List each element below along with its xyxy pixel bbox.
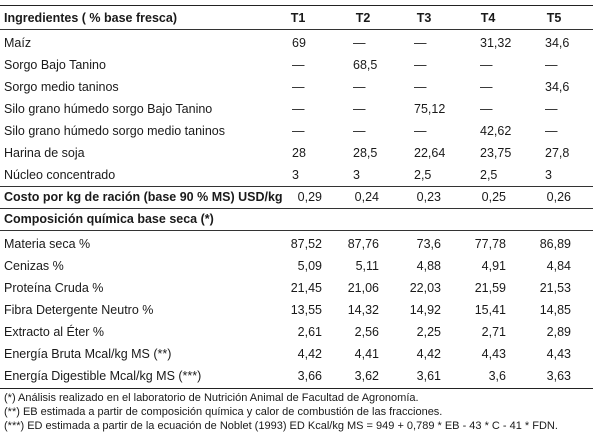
composition-row <box>0 256 600 276</box>
ingredient-label: Harina de soja <box>4 146 85 160</box>
ingredient-row <box>0 121 600 141</box>
composition-row <box>0 234 600 254</box>
composition-label: Fibra Detergente Neutro % <box>4 303 154 317</box>
footnote: (*) Análisis realizado en el laboratorio de Nutrición Animal de Facultad de Agronomía. <box>4 392 419 404</box>
ingredient-row <box>0 33 600 53</box>
ingredient-value-t3: — <box>414 36 427 50</box>
composition-value-t3: 14,92 <box>409 303 441 317</box>
ingredient-label: Silo grano húmedo sorgo Bajo Tanino <box>4 102 213 116</box>
ingredient-value-t3: 75,12 <box>414 102 446 116</box>
composition-header-rule <box>0 230 593 231</box>
ingredient-label: Sorgo Bajo Tanino <box>4 58 106 72</box>
cost-value-t4: 0,25 <box>481 190 506 204</box>
composition-value-t5: 21,53 <box>539 281 571 295</box>
composition-value-t5: 86,89 <box>539 237 571 251</box>
composition-row <box>0 344 600 364</box>
composition-row <box>0 366 600 386</box>
composition-row <box>0 322 600 342</box>
footnote: (***) ED estimada a partir de la ecuación de Noblet (1993) ED Kcal/kg MS = 949 + 0,789 * EB - 43 * C - 41 * FDN. <box>4 420 558 432</box>
ingredient-value-t3: — <box>414 124 427 138</box>
composition-value-t2: 3,62 <box>354 369 379 383</box>
composition-value-t5: 4,84 <box>546 259 571 273</box>
composition-value-t4: 77,78 <box>474 237 506 251</box>
composition-value-t3: 73,6 <box>416 237 441 251</box>
ingredient-row <box>0 77 600 97</box>
ingredient-row <box>0 143 600 163</box>
cost-value-t2: 0,24 <box>354 190 379 204</box>
composition-value-t2: 14,32 <box>347 303 379 317</box>
ingredient-value-t3: — <box>414 58 427 72</box>
composition-value-t1: 21,45 <box>290 281 322 295</box>
ingredient-value-t1: — <box>292 102 305 116</box>
ingredient-row <box>0 165 600 185</box>
composition-value-t5: 4,43 <box>546 347 571 361</box>
cost-label: Costo por kg de ración (base 90 % MS) USD/kg <box>4 190 283 204</box>
composition-title-row <box>0 209 600 229</box>
composition-value-t5: 3,63 <box>546 369 571 383</box>
composition-value-t3: 2,25 <box>416 325 441 339</box>
ingredient-value-t4: 31,32 <box>480 36 512 50</box>
header-col-t5: T5 <box>546 11 562 25</box>
ingredient-value-t3: 2,5 <box>414 168 432 182</box>
composition-value-t4: 3,6 <box>488 369 506 383</box>
composition-value-t3: 22,03 <box>409 281 441 295</box>
composition-value-t3: 3,61 <box>416 369 441 383</box>
ingredient-value-t1: — <box>292 124 305 138</box>
composition-value-t1: 4,42 <box>297 347 322 361</box>
composition-value-t4: 4,91 <box>481 259 506 273</box>
composition-value-t2: 2,56 <box>354 325 379 339</box>
composition-value-t1: 13,55 <box>290 303 322 317</box>
ingredient-value-t4: — <box>480 58 493 72</box>
composition-value-t2: 21,06 <box>347 281 379 295</box>
ingredient-value-t1: — <box>292 80 305 94</box>
composition-title: Composición química base seca (*) <box>4 212 214 226</box>
ingredient-value-t2: 3 <box>353 168 360 182</box>
header-rule <box>0 29 593 30</box>
header-col-t1: T1 <box>290 11 306 25</box>
composition-value-t1: 87,52 <box>290 237 322 251</box>
cost-value-t3: 0,23 <box>416 190 441 204</box>
composition-value-t4: 4,43 <box>481 347 506 361</box>
ingredient-label: Sorgo medio taninos <box>4 80 119 94</box>
composition-value-t1: 3,66 <box>297 369 322 383</box>
header-col-t3: T3 <box>416 11 432 25</box>
composition-label: Energía Bruta Mcal/kg MS (**) <box>4 347 172 361</box>
top-rule <box>0 5 593 6</box>
cost-value-t5: 0,26 <box>546 190 571 204</box>
bottom-rule <box>0 388 593 389</box>
ingredient-value-t2: — <box>353 36 366 50</box>
ingredient-value-t2: 68,5 <box>353 58 378 72</box>
composition-value-t2: 87,76 <box>347 237 379 251</box>
ingredient-value-t5: — <box>545 58 558 72</box>
composition-label: Cenizas % <box>4 259 64 273</box>
composition-value-t5: 2,89 <box>546 325 571 339</box>
ingredient-value-t2: 28,5 <box>353 146 378 160</box>
composition-label: Materia seca % <box>4 237 91 251</box>
ingredient-value-t3: — <box>414 80 427 94</box>
ingredient-value-t1: 28 <box>292 146 306 160</box>
ingredient-row <box>0 99 600 119</box>
ingredient-value-t4: 23,75 <box>480 146 512 160</box>
ingredient-value-t5: — <box>545 124 558 138</box>
composition-row <box>0 300 600 320</box>
composition-label: Proteína Cruda % <box>4 281 104 295</box>
ingredient-label: Núcleo concentrado <box>4 168 116 182</box>
ingredient-value-t1: — <box>292 58 305 72</box>
composition-value-t2: 4,41 <box>354 347 379 361</box>
ingredient-value-t5: — <box>545 102 558 116</box>
composition-label: Extracto al Éter % <box>4 325 105 339</box>
composition-value-t1: 2,61 <box>297 325 322 339</box>
footnote: (**) EB estimada a partir de composición química y calor de combustión de las fracciones. <box>4 406 443 418</box>
ingredient-value-t5: 34,6 <box>545 36 570 50</box>
composition-value-t4: 2,71 <box>481 325 506 339</box>
ingredient-value-t1: 3 <box>292 168 299 182</box>
ingredient-value-t2: — <box>353 124 366 138</box>
ingredient-value-t1: 69 <box>292 36 306 50</box>
ingredient-value-t4: 2,5 <box>480 168 498 182</box>
composition-value-t3: 4,88 <box>416 259 441 273</box>
composition-value-t3: 4,42 <box>416 347 441 361</box>
cost-row <box>0 187 600 207</box>
ingredient-value-t5: 3 <box>545 168 552 182</box>
header-label: Ingredientes ( % base fresca) <box>4 11 177 25</box>
ingredient-label: Maíz <box>4 36 32 50</box>
ingredient-value-t3: 22,64 <box>414 146 446 160</box>
header-row <box>0 8 600 28</box>
ingredient-label: Silo grano húmedo sorgo medio taninos <box>4 124 225 138</box>
composition-value-t1: 5,09 <box>297 259 322 273</box>
cost-value-t1: 0,29 <box>297 190 322 204</box>
ingredient-row <box>0 55 600 75</box>
ingredient-value-t5: 34,6 <box>545 80 570 94</box>
composition-row <box>0 278 600 298</box>
ingredient-value-t2: — <box>353 80 366 94</box>
ingredient-value-t2: — <box>353 102 366 116</box>
ingredient-value-t4: — <box>480 102 493 116</box>
header-col-t4: T4 <box>480 11 496 25</box>
ingredient-value-t4: 42,62 <box>480 124 512 138</box>
composition-value-t5: 14,85 <box>539 303 571 317</box>
composition-value-t4: 21,59 <box>474 281 506 295</box>
header-col-t2: T2 <box>355 11 371 25</box>
ingredient-value-t5: 27,8 <box>545 146 570 160</box>
composition-value-t2: 5,11 <box>355 259 379 273</box>
ingredient-value-t4: — <box>480 80 493 94</box>
composition-value-t4: 15,41 <box>474 303 506 317</box>
composition-label: Energía Digestible Mcal/kg MS (***) <box>4 369 202 383</box>
